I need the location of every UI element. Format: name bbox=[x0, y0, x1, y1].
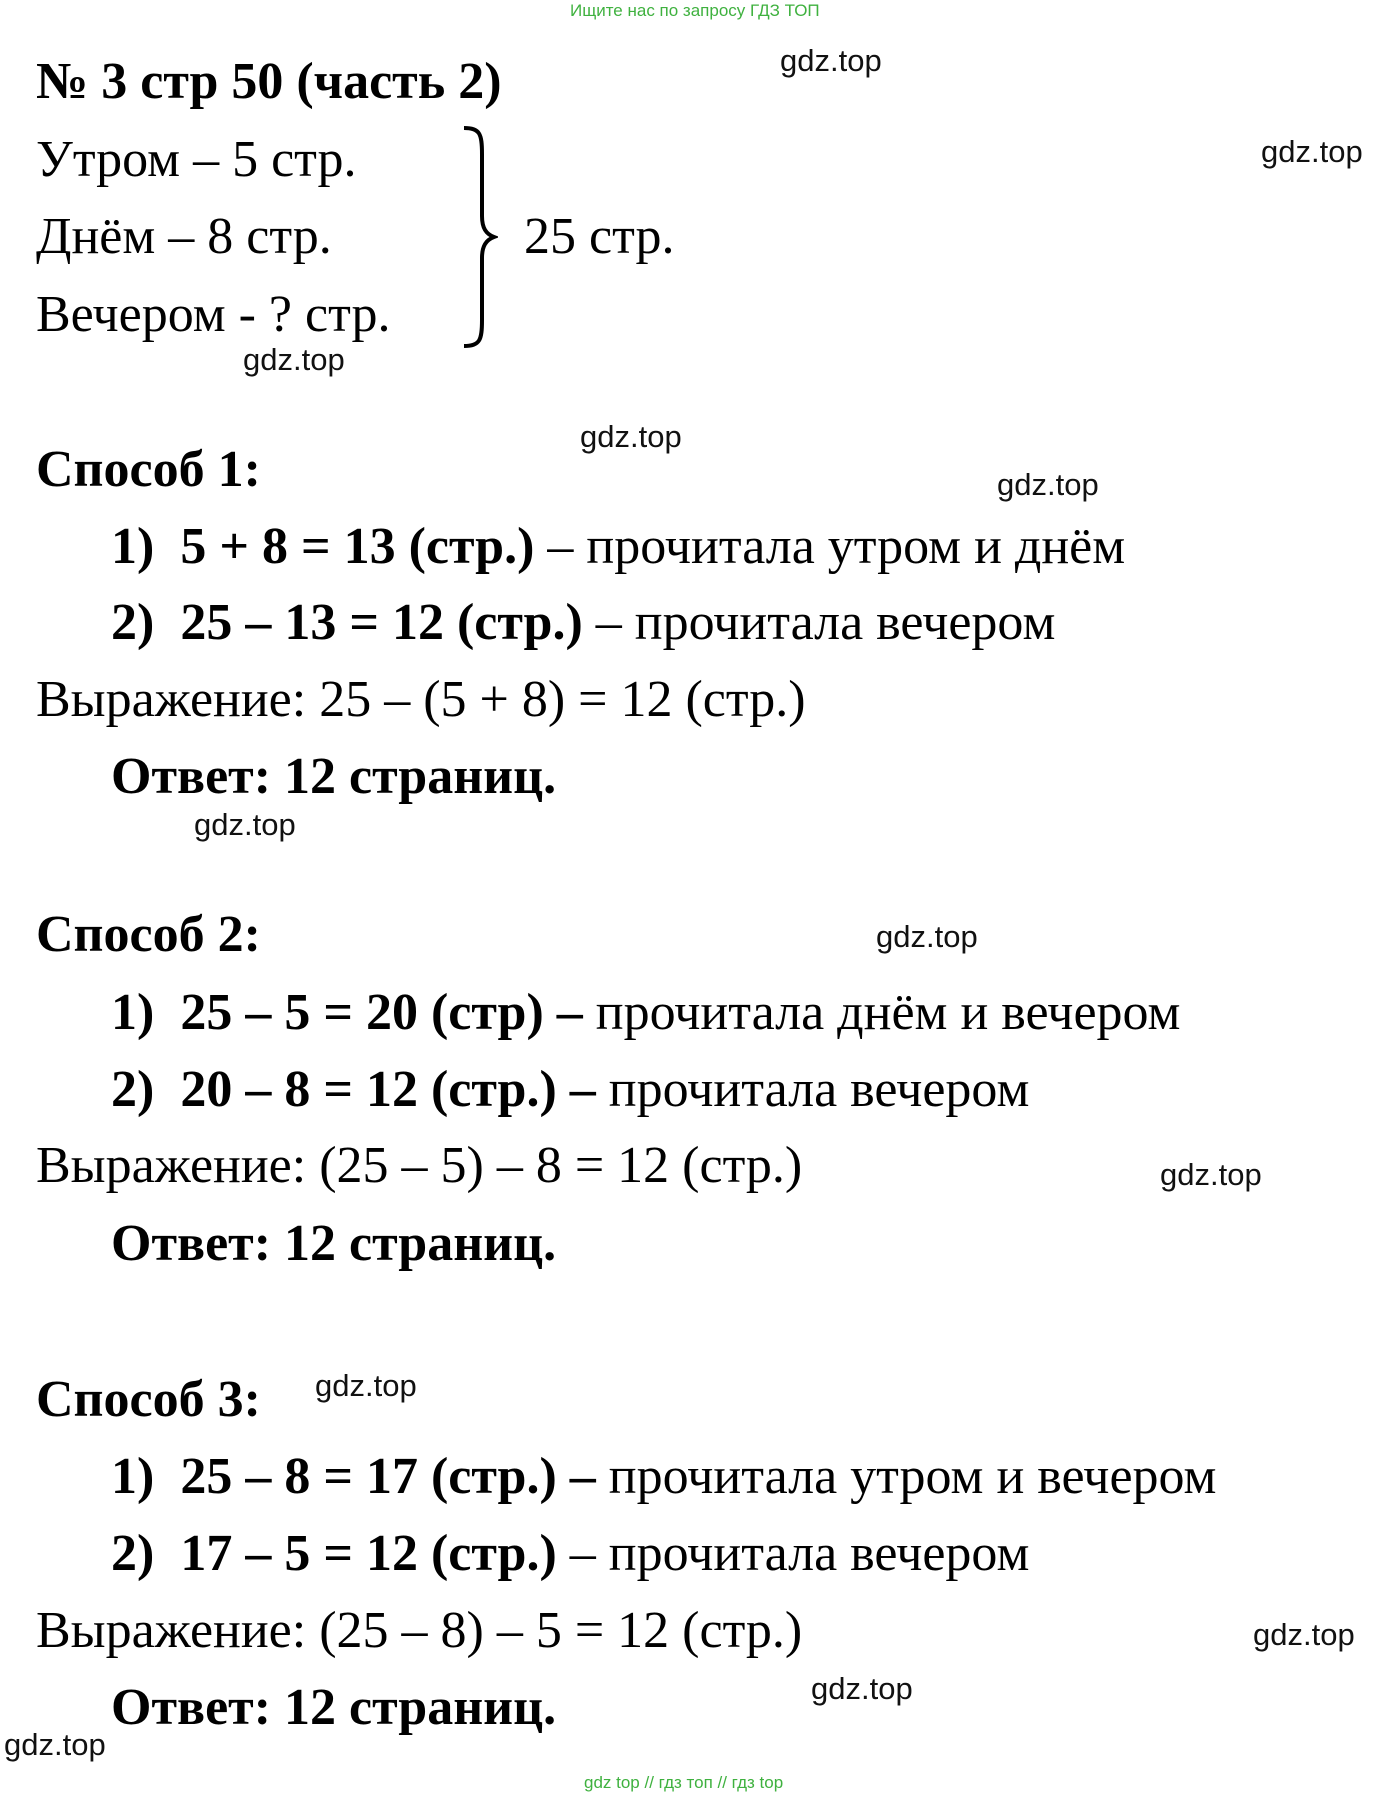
curly-brace-icon bbox=[458, 124, 498, 350]
step-number: 2) bbox=[111, 1061, 155, 1118]
footer-links[interactable]: gdz top // гдз топ // гдз top bbox=[584, 1773, 784, 1792]
given-line-day: Днём – 8 стр. bbox=[36, 208, 332, 265]
top-banner[interactable]: Ищите нас по запросу ГДЗ ТОП bbox=[570, 1, 820, 20]
given-total: 25 стр. bbox=[524, 208, 675, 265]
step-number: 2) bbox=[111, 594, 155, 651]
watermark: gdz.top bbox=[780, 43, 882, 78]
watermark: gdz.top bbox=[997, 467, 1099, 502]
step-number: 1) bbox=[111, 984, 155, 1041]
page-title: № 3 стр 50 (часть 2) bbox=[36, 53, 502, 110]
step-description: – прочитала вечером bbox=[582, 594, 1056, 651]
method-3-answer: Ответ: 12 страниц. bbox=[111, 1679, 557, 1736]
step-calculation: 25 – 8 = 17 (стр.) – bbox=[180, 1448, 596, 1505]
watermark: gdz.top bbox=[811, 1671, 913, 1706]
step-description: прочитала утром и вечером bbox=[595, 1448, 1217, 1505]
step-calculation: 5 + 8 = 13 (стр.) bbox=[180, 518, 535, 575]
method-1-expression: Выражение: 25 – (5 + 8) = 12 (стр.) bbox=[36, 671, 806, 728]
watermark: gdz.top bbox=[1253, 1617, 1355, 1652]
watermark: gdz.top bbox=[1261, 134, 1363, 169]
method-3-step-2 bbox=[111, 1525, 1030, 1582]
step-description: – прочитала утром и днём bbox=[534, 518, 1126, 575]
method-1-answer: Ответ: 12 страниц. bbox=[111, 748, 557, 805]
method-2-answer: Ответ: 12 страниц. bbox=[111, 1215, 557, 1272]
step-calculation: 25 – 5 = 20 (стр) – bbox=[180, 984, 583, 1041]
method-3-heading: Способ 3: bbox=[36, 1371, 261, 1428]
given-line-evening: Вечером - ? стр. bbox=[36, 286, 391, 343]
watermark: gdz.top bbox=[243, 342, 345, 377]
watermark: gdz.top bbox=[315, 1368, 417, 1403]
step-description: прочитала вечером bbox=[595, 1061, 1030, 1118]
method-3-expression: Выражение: (25 – 8) – 5 = 12 (стр.) bbox=[36, 1602, 803, 1659]
step-calculation: 20 – 8 = 12 (стр.) – bbox=[180, 1061, 596, 1118]
watermark: gdz.top bbox=[876, 919, 978, 954]
method-2-heading: Способ 2: bbox=[36, 906, 261, 963]
step-description: прочитала днём и вечером bbox=[582, 984, 1181, 1041]
step-calculation: 17 – 5 = 12 (стр.) bbox=[180, 1525, 557, 1582]
step-number: 2) bbox=[111, 1525, 155, 1582]
step-description: – прочитала вечером bbox=[556, 1525, 1030, 1582]
step-number: 1) bbox=[111, 518, 155, 575]
method-2-step-1 bbox=[111, 984, 1181, 1041]
watermark: gdz.top bbox=[1160, 1157, 1262, 1192]
watermark: gdz.top bbox=[194, 807, 296, 842]
given-line-morning: Утром – 5 стр. bbox=[36, 131, 357, 188]
step-calculation: 25 – 13 = 12 (стр.) bbox=[180, 594, 583, 651]
watermark: gdz.top bbox=[580, 419, 682, 454]
method-1-step-2 bbox=[111, 594, 1056, 651]
method-2-step-2 bbox=[111, 1061, 1030, 1118]
step-number: 1) bbox=[111, 1448, 155, 1505]
method-2-expression: Выражение: (25 – 5) – 8 = 12 (стр.) bbox=[36, 1137, 803, 1194]
watermark: gdz.top bbox=[4, 1727, 106, 1762]
method-1-step-1 bbox=[111, 518, 1126, 575]
method-3-step-1 bbox=[111, 1448, 1217, 1505]
method-1-heading: Способ 1: bbox=[36, 441, 261, 498]
